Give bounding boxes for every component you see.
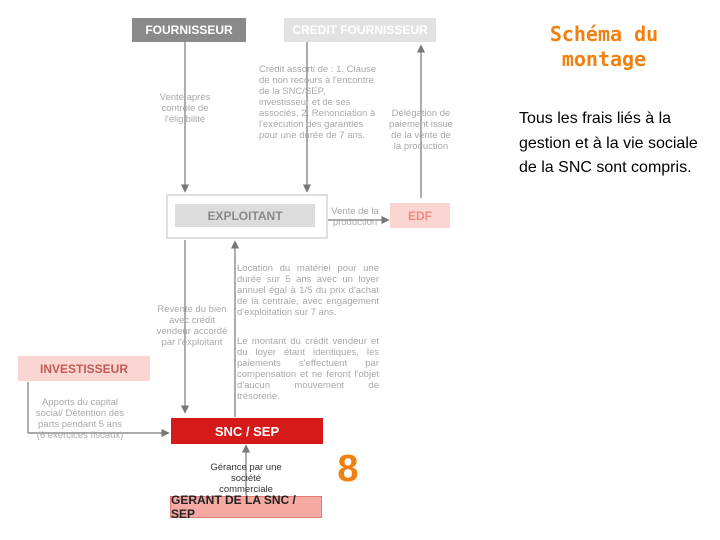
note-vente-apres-controle: Vente après contrôle de l'éligibilité: [159, 92, 211, 125]
note-gerance: Gérance par une société commerciale: [210, 462, 282, 495]
exploitant-box: EXPLOITANT: [175, 204, 315, 227]
note-delegation-paiement: Délégation de paiement issue de la vente de la production: [389, 108, 453, 152]
gerant-box: GERANT DE LA SNC / SEP: [170, 496, 322, 518]
fournisseur-box: FOURNISSEUR: [132, 18, 246, 42]
page-number: 8: [337, 448, 359, 490]
investisseur-box: INVESTISSEUR: [18, 356, 150, 381]
note-location-materiel: Location du matériel pour une durée sur 5 ans avec un loyer annuel égal à 1/5 du prix d'achat de la centrale, avec engagement d'exploitation sur 7 ans.: [237, 263, 379, 318]
note-apports-capital: Apports du capital social/ Détention des parts pendant 5 ans (6 exercices fiscaux): [35, 397, 125, 441]
description-text: Tous les frais liés à la gestion et à la vie sociale de la SNC sont compris.: [519, 110, 698, 176]
note-vente-production: Vente de la production: [331, 206, 379, 228]
note-revente-bien: Revente du bien avec crédit vendeur accordé par l'exploitant: [156, 304, 228, 348]
edf-box: EDF: [390, 203, 450, 228]
note-credit-assorti: Crédit assorti de : 1. Clause de non recours à l'encontre de la SNC/SEP, investisseur et de ses associés. 2. Renonciation à l'exécution des garanties pour une durée de 7 ans.: [259, 64, 377, 141]
page-title: Schéma du montage: [549, 22, 659, 71]
snc-sep-box: SNC / SEP: [171, 418, 323, 444]
note-montant-credit: Le montant du crédit vendeur et du loyer étant identiques, les paiements s'effectuent par compensation et ne feront l'objet d'aucun mouvement de trésorerie.: [237, 336, 379, 402]
credit-fournisseur-box: CREDIT FOURNISSEUR: [284, 18, 436, 42]
